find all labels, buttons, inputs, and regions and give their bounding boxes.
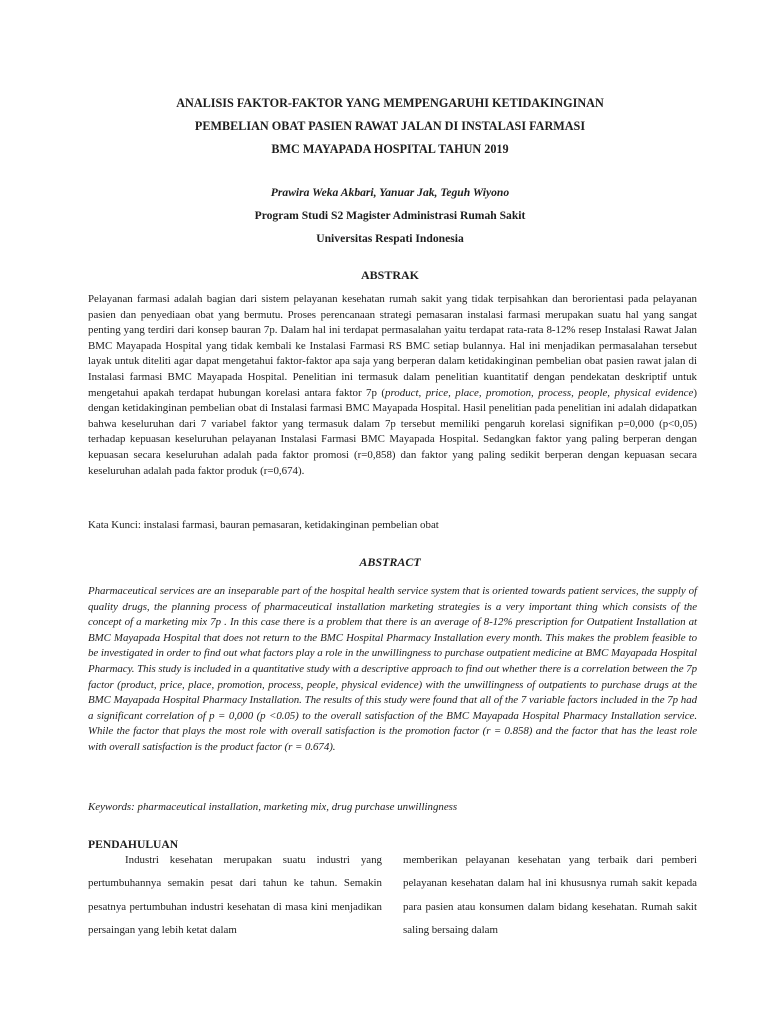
- author-block: [88, 181, 692, 250]
- abstract-heading: ABSTRACT: [359, 555, 421, 569]
- title-line-1: ANALISIS FAKTOR-FAKTOR YANG MEMPENGARUHI KETIDAKINGINAN: [176, 96, 604, 110]
- keywords: Keywords: pharmaceutical installation, marketing mix, drug purchase unwillingness: [88, 801, 458, 813]
- pendahuluan-right-column: memberikan pelayanan kesehatan yang terbaik dari pemberi pelayanan kesehatan dalam hal ini khususnya rumah sakit kepada para pasien atau konsumen dalam bidang kesehatan. Rumah sakit saling bersaing dalam: [403, 854, 697, 936]
- pendahuluan-heading: PENDAHULUAN: [88, 838, 179, 851]
- abstrak-text: [88, 292, 697, 479]
- author-program: Program Studi S2 Magister Administrasi Rumah Sakit: [254, 209, 526, 222]
- author-names: Prawira Weka Akbari, Yanuar Jak, Teguh Wiyono: [270, 186, 510, 199]
- paper-title: [88, 92, 692, 161]
- pendahuluan-left-column: Industri kesehatan merupakan suatu industri yang pertumbuhannya semakin pesat dari tahun ke tahun. Semakin pesatnya pertumbuhan industri kesehatan di masa kini menjadikan persaingan yang lebih ketat dalam: [88, 854, 382, 936]
- abstract-text: Pharmaceutical services are an inseparable part of the hospital health service system that is oriented towards patient services, the supply of quality drugs, the planning process of pharmaceutical installation marketing strategies is a very important thing which consists of the concept of a marketing mix 7p . In this case there is a problem that there is an average of 8-12% prescription for Outpatient Installation at BMC Mayapada Hospital that does not return to the BMC Hospital Pharmacy Installation every month. This makes the problem feasible to be investigated in order to find out what factors play a role in the unwillingness to purchase outpatient medicine at BMC Mayapada Hospital Pharmacy. This study is included in a quantitative study with a descriptive approach to find out whether there is a correlation between the 7p factor (product, price, place, promotion, process, people, physical evidence) with the unwillingness of outpatients to purchase drugs at the BMC Mayapada Hospital Pharmacy Installation. The results of this study were found that all of the 7 variable factors included in the 7p had a significant correlation of p = 0,000 (p <0.05) to the overall satisfaction of the BMC Mayapada Hospital Pharmacy Installation service. While the factor that plays the most role with overall satisfaction is the promotion factor (r = 0.858) and the factor that has the least role with overall satisfaction is the product factor (r = 0.674).: [88, 585, 697, 753]
- title-line-2: PEMBELIAN OBAT PASIEN RAWAT JALAN DI INSTALASI FARMASI: [194, 119, 586, 133]
- kata-kunci: Kata Kunci: instalasi farmasi, bauran pemasaran, ketidakinginan pembelian obat: [88, 519, 439, 531]
- title-line-3: BMC MAYAPADA HOSPITAL TAHUN 2019: [271, 142, 509, 156]
- author-university: Universitas Respati Indonesia: [316, 232, 464, 245]
- abstrak-text-part2: ) dengan ketidakinginan pembelian obat di Instalasi farmasi BMC Mayapada Hospital. Hasil penelitian pada penelitian ini adalah didapatkan bahwa keseluruhan dari 7 variabel faktor yang termasuk dalam 7p tersebut memiliki pengaruh korelasi signifikan p=0,000 (p<0,05) terhadap kepuasan keseluruhan pelayanan Instalasi Farmasi BMC Mayapada Hospital. Sedangkan faktor yang paling berperan dengan kepuasan secara keseluruhan adalah pada faktor promosi (r=0,858) dan faktor yang paling sedikit berperan dengan kepuasan secara keseluruhan adalah pada faktor produk (r=0,674).: [88, 386, 697, 477]
- abstrak-text-part1: Pelayanan farmasi adalah bagian dari sistem pelayanan kesehatan rumah sakit yang tidak terpisahkan dan berorientasi pada pelayanan pasien dan penyediaan obat yang bermutu. Proses perencanaan strategi pemasaran instalasi farmasi merupakan suatu hal yang sangat penting yang terdiri dari konsep bauran 7p. Dalam hal ini terdapat permasalahan yaitu terdapat rata-rata 8-12% resep Instalasi Rawat Jalan BMC Mayapada Hospital yang tidak kembali ke Instalasi Farmasi RS BMC setiap bulannya. Hal ini menjadikan permasalahan tersebut layak untuk diteliti agar dapat mengetahui faktor-faktor apa saja yang berperan dalam ketidakinginan pembelian obat pasien rawat jalan di Instalasi farmasi BMC Mayapada Hospital. Penelitian ini termasuk dalam penelitian kuantitatif dengan pendekatan deskriptif untuk mengetahui apakah terdapat hubungan korelasi antara faktor 7p (: [88, 293, 697, 399]
- abstrak-text-italic: product, price, place, promotion, process, people, physical evidence: [385, 386, 694, 399]
- abstrak-heading: ABSTRAK: [360, 268, 419, 282]
